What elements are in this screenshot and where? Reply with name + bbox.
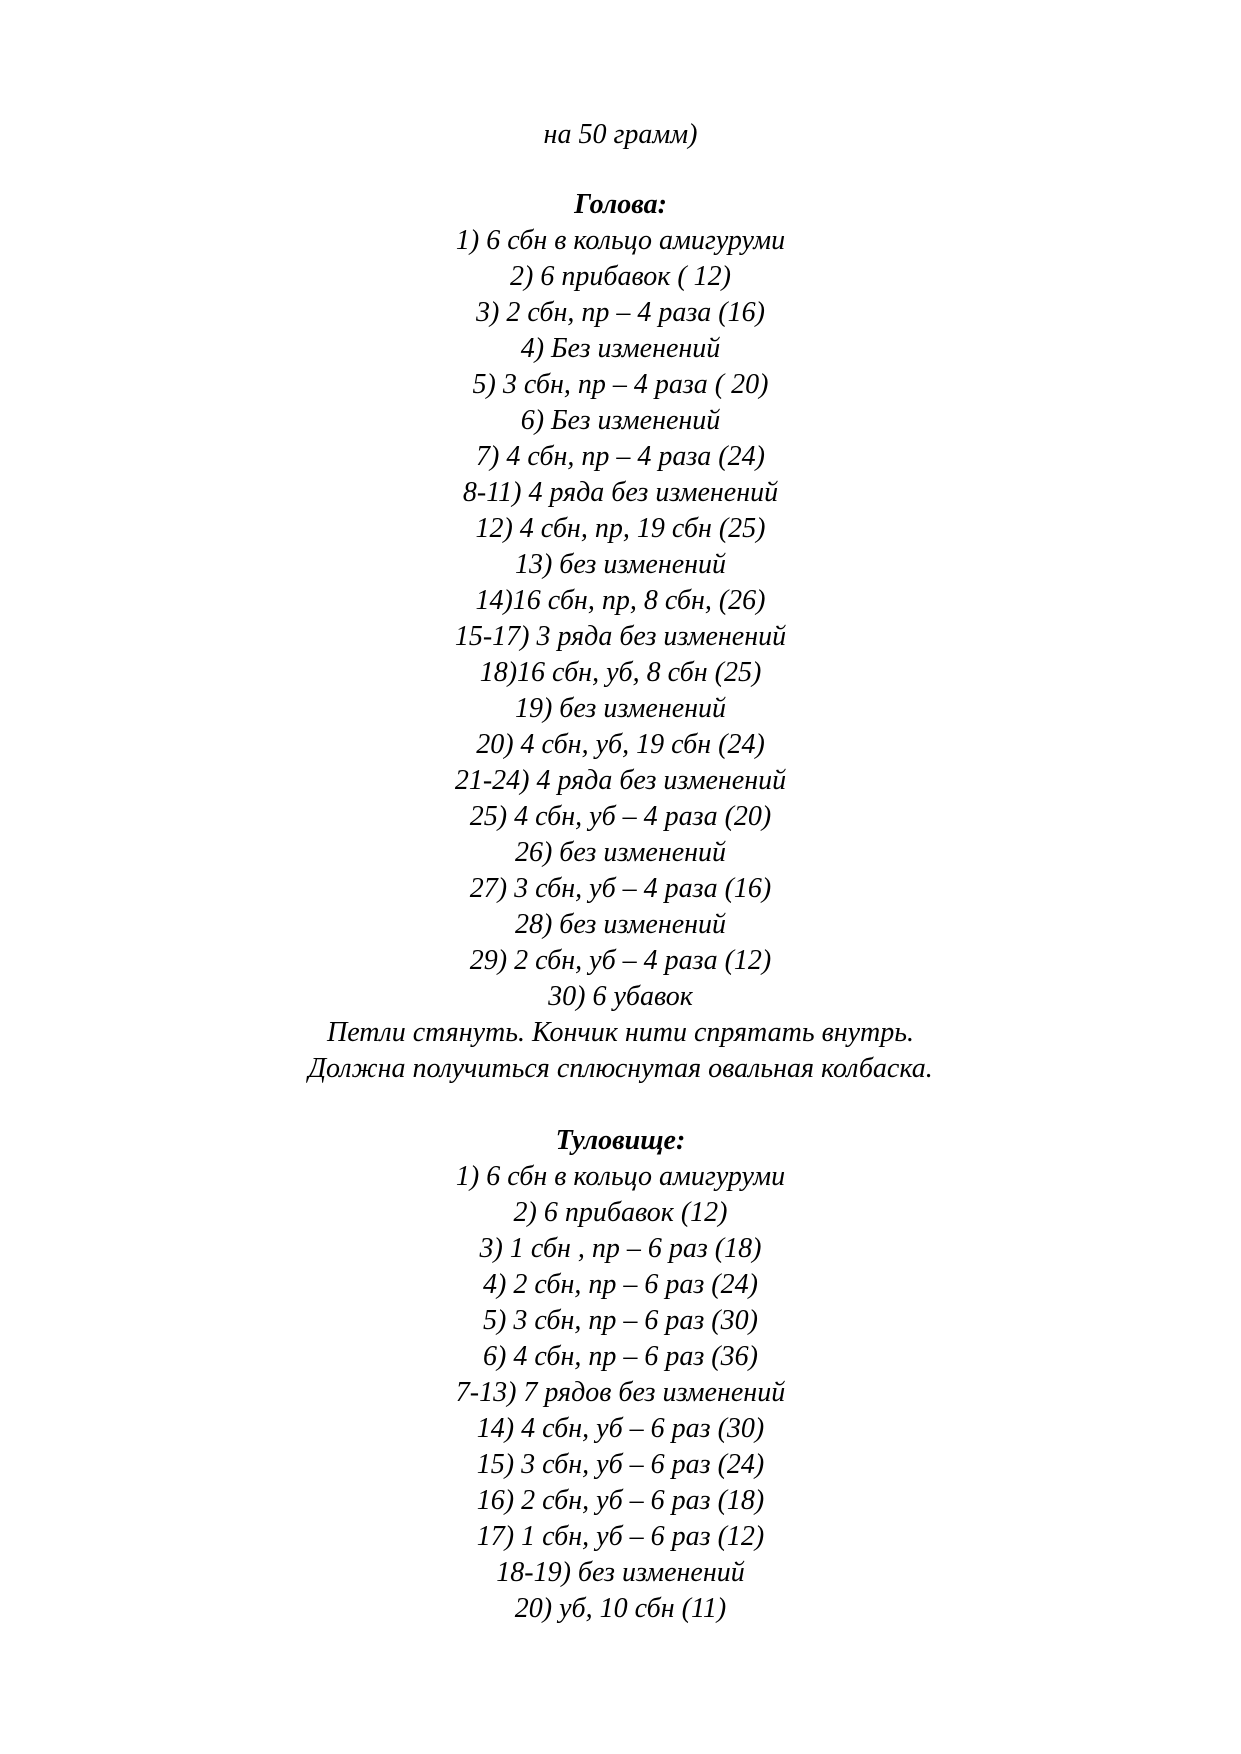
body-title: Туловище: <box>555 1125 686 1156</box>
spacer <box>0 153 1241 187</box>
head-row: 2) 6 прибавок ( 12) <box>510 261 731 292</box>
document-page <box>0 117 1241 1627</box>
body-row: 20) уб, 10 сбн (11) <box>514 1593 727 1624</box>
head-row: 1) 6 сбн в кольцо амигуруми <box>455 225 786 256</box>
spacer <box>0 1087 1241 1123</box>
head-row: 21-24) 4 ряда без изменений <box>454 765 787 796</box>
head-row: 7) 4 сбн, пр – 4 раза (24) <box>476 441 765 472</box>
body-row: 16) 2 сбн, уб – 6 раз (18) <box>476 1485 765 1516</box>
head-row: 20) 4 сбн, уб, 19 сбн (24) <box>476 729 765 760</box>
head-row: 28) без изменений <box>514 909 727 940</box>
body-row: 2) 6 прибавок (12) <box>513 1197 728 1228</box>
body-row: 4) 2 сбн, пр – 6 раз (24) <box>483 1269 758 1300</box>
head-row: 15-17) 3 ряда без изменений <box>454 621 787 652</box>
body-row: 18-19) без изменений <box>496 1557 745 1588</box>
head-row: 26) без изменений <box>514 837 727 868</box>
body-row: 17) 1 сбн, уб – 6 раз (12) <box>476 1521 765 1552</box>
head-section <box>0 187 1241 1087</box>
head-row: 14)16 сбн, пр, 8 сбн, (26) <box>475 585 766 616</box>
body-row: 1) 6 сбн в кольцо амигуруми <box>455 1161 786 1192</box>
head-row: 19) без изменений <box>514 693 727 724</box>
head-note: Должна получиться сплюснутая овальная колбаска. <box>308 1053 933 1084</box>
head-note: Петли стянуть. Кончик нити спрятать внутрь. <box>326 1017 914 1048</box>
body-row: 14) 4 сбн, уб – 6 раз (30) <box>476 1413 765 1444</box>
head-row: 25) 4 сбн, уб – 4 раза (20) <box>469 801 772 832</box>
head-row: 27) 3 сбн, уб – 4 раза (16) <box>469 873 772 904</box>
head-row: 18)16 сбн, уб, 8 сбн (25) <box>479 657 762 688</box>
head-row: 3) 2 сбн, пр – 4 раза (16) <box>476 297 765 328</box>
head-row: 29) 2 сбн, уб – 4 раза (12) <box>469 945 772 976</box>
head-row: 13) без изменений <box>514 549 727 580</box>
head-row: 30) 6 убавок <box>548 981 693 1012</box>
body-row: 15) 3 сбн, уб – 6 раз (24) <box>476 1449 765 1480</box>
body-row: 5) 3 сбн, пр – 6 раз (30) <box>483 1305 758 1336</box>
body-row: 3) 1 сбн , пр – 6 раз (18) <box>479 1233 762 1264</box>
head-row: 5) 3 сбн, пр – 4 раза ( 20) <box>472 369 769 400</box>
body-row: 7-13) 7 рядов без изменений <box>455 1377 786 1408</box>
head-title: Голова: <box>574 189 667 220</box>
head-row: 4) Без изменений <box>520 333 721 364</box>
body-section <box>0 1123 1241 1627</box>
head-row: 12) 4 сбн, пр, 19 сбн (25) <box>475 513 766 544</box>
head-row: 8-11) 4 ряда без изменений <box>462 477 779 508</box>
head-row: 6) Без изменений <box>520 405 721 436</box>
intro-line: на 50 грамм) <box>543 119 698 150</box>
body-row: 6) 4 сбн, пр – 6 раз (36) <box>483 1341 758 1372</box>
